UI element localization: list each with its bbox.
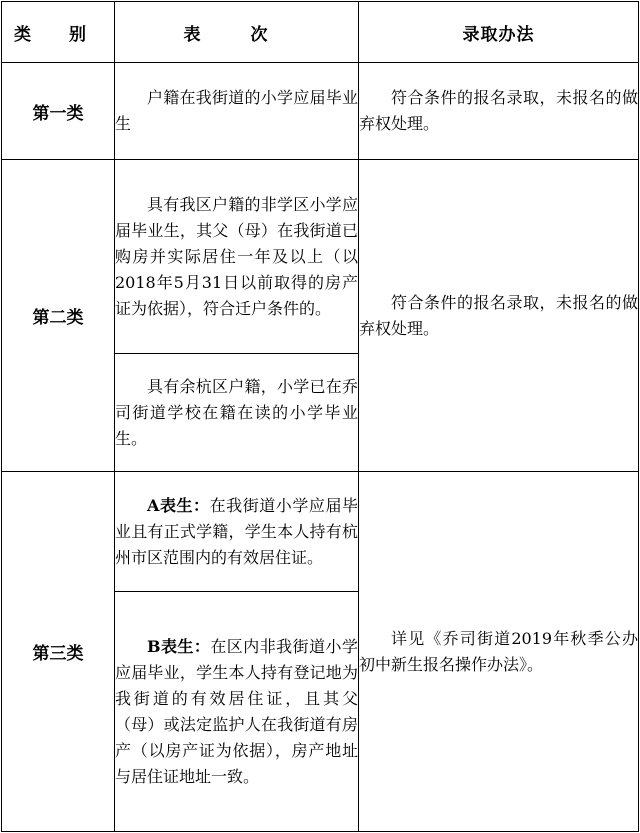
form-cell bbox=[115, 160, 359, 354]
form-body: 在我街道小学应届毕业且有正式学籍，学生本人持有杭州市区范围内的有效居住证。 bbox=[115, 495, 358, 567]
header-form: 表 次 bbox=[115, 2, 359, 63]
header-category: 类 别 bbox=[2, 2, 115, 63]
method-text: 符合条件的报名录取，未报名的做弃权处理。 bbox=[359, 88, 638, 133]
form-label: B表生： bbox=[147, 636, 211, 656]
form-cell bbox=[115, 63, 359, 160]
form-label: A表生： bbox=[147, 495, 210, 515]
form-text: 具有我区户籍的非学区小学应届毕业生，其父（母）在我街道已购房并实际居住一年及以上（以2018年5月31日以前取得的房产证为依据），符合迁户条件的。 bbox=[115, 194, 358, 318]
form-cell bbox=[115, 354, 359, 472]
category-cell: 第一类 bbox=[2, 63, 115, 160]
form-cell bbox=[115, 472, 359, 592]
table-row bbox=[2, 63, 639, 160]
category-cell: 第三类 bbox=[2, 472, 115, 832]
header-method: 录取办法 bbox=[359, 2, 639, 63]
table-row bbox=[2, 160, 639, 354]
form-text bbox=[115, 634, 358, 790]
form-text: 具有余杭区户籍，小学已在乔司街道学校在籍在读的小学毕业生。 bbox=[115, 376, 358, 448]
method-text: 符合条件的报名录取，未报名的做弃权处理。 bbox=[359, 292, 638, 338]
form-text bbox=[115, 493, 358, 571]
admission-table bbox=[1, 1, 639, 832]
method-cell bbox=[359, 472, 639, 832]
method-cell bbox=[359, 160, 639, 472]
form-cell bbox=[115, 592, 359, 832]
method-cell bbox=[359, 63, 639, 160]
form-body: 在区内非我街道小学应届毕业，学生本人持有登记地为我街道的有效居住证，且其父（母）或法定监护人在我街道有房产（以房产证为依据），房产地址与居住证地址一致。 bbox=[115, 636, 358, 786]
form-text: 户籍在我街道的小学应届毕业生 bbox=[115, 88, 358, 133]
table-row bbox=[2, 472, 639, 592]
header-row bbox=[2, 2, 639, 63]
method-text: 详见《乔司街道2019年秋季公办初中新生报名操作办法》。 bbox=[359, 628, 638, 674]
category-cell: 第二类 bbox=[2, 160, 115, 472]
